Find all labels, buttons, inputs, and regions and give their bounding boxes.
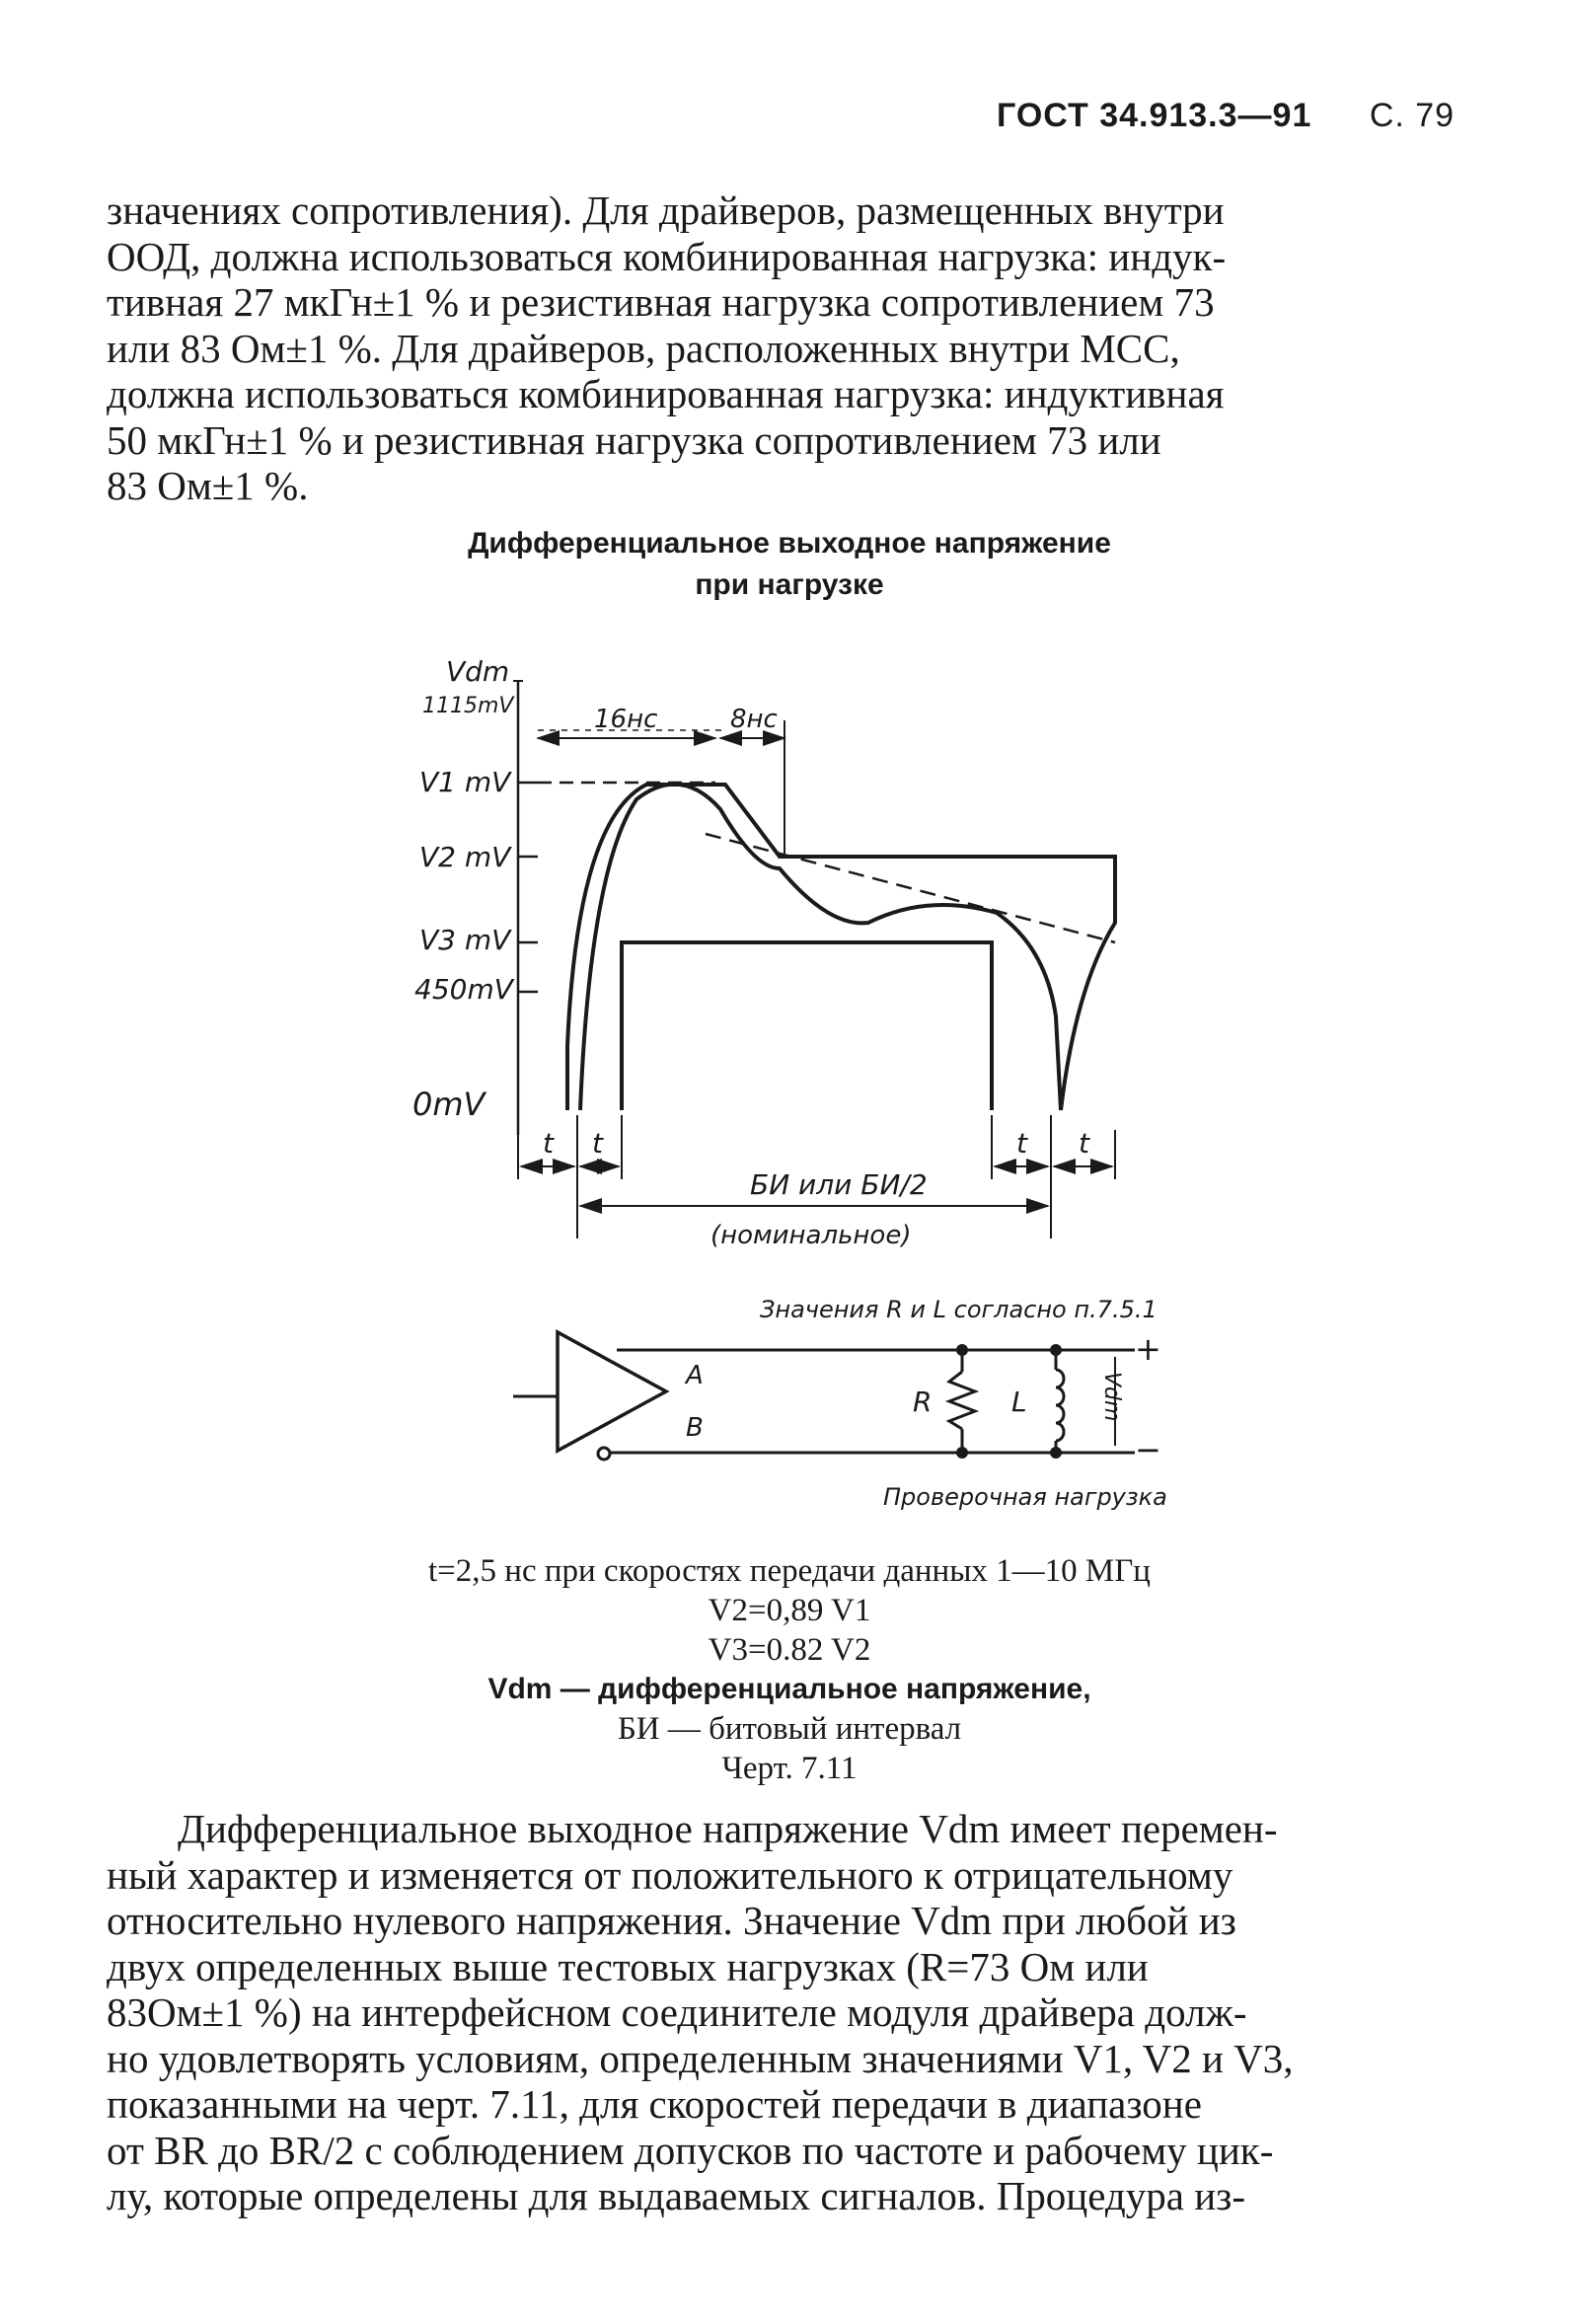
t16-label: 16нс [594,705,658,734]
text-line: от BR до BR/2 с соблюдением допусков по частоте и рабочему цик- [107,2127,1274,2173]
t8-label: 8нс [730,705,778,734]
figure-title-line: Дифференциальное выходное напряжение [468,527,1111,560]
circuit-diagram [0,1273,1569,1530]
text-line: 83 Ом±1 %. [107,463,309,508]
terminal-a-label: A [686,1361,704,1390]
text-line: Дифференциальное выходное напряжение Vdm имеет перемен- [178,1806,1278,1851]
resistor-label: R [913,1386,933,1418]
text-line: 83Ом±1 %) на интерфейсном соединителе модуля драйвера долж- [107,1989,1247,2035]
v3-label: V3 mV [419,924,511,956]
bottom-paragraph [107,1806,1473,2219]
standard-number: ГОСТ 34.913.3—91 [997,97,1312,134]
vmax-label: 1115mV [422,694,514,718]
text-line: тивная 27 мкГн±1 % и резистивная нагрузка сопротивлением 73 [107,279,1215,325]
terminal-b-label: B [686,1413,704,1443]
bit-interval-label: БИ или БИ/2 [750,1168,928,1201]
v1-label: V1 mV [419,766,511,798]
minus-sign: − [1135,1431,1161,1468]
text-line: значениях сопротивления). Для драйверов, размещенных внутри [107,187,1225,233]
legend-line: t=2,5 нс при скоростях передачи данных 1—10 МГц [428,1553,1151,1589]
legend-line: БИ — битовый интервал [617,1711,962,1747]
nominal-label: (номинальное) [710,1221,912,1250]
t-label: t [1079,1127,1089,1160]
text-line: или 83 Ом±1 %. Для драйверов, расположенных внутри МСС, [107,325,1180,371]
text-line: ный характер и изменяется от положительного к отрицательному [107,1851,1233,1898]
figure-legend [296,1551,1283,1788]
t-label: t [1016,1127,1027,1160]
text-line: двух определенных выше тестовых нагрузках (R=73 Ом или [107,1943,1149,1989]
v450-label: 450mV [414,973,513,1006]
inductor-icon [1056,1370,1064,1441]
t-label: t [592,1127,603,1160]
plus-sign: + [1135,1330,1161,1368]
circuit-top-note: Значения R и L согласно п.7.5.1 [760,1296,1158,1323]
circuit-bottom-note: Проверочная нагрузка [883,1483,1167,1511]
vdm-label: Vdm [1099,1372,1124,1422]
text-line: но удовлетворять условиям, определенным значениями V1, V2 и V3, [107,2035,1294,2081]
figure-number: Черт. 7.11 [721,1751,858,1786]
text-line: лу, которые определены для выдаваемых сигналов. Процедура из- [107,2173,1246,2218]
y-axis-title: Vdm [446,655,510,688]
legend-line: V3=0.82 V2 [708,1632,871,1668]
text-line: 50 мкГн±1 % и резистивная нагрузка сопротивлением 73 или [107,416,1161,463]
decay-line [706,834,1115,942]
inductor-label: L [1011,1386,1027,1418]
legend-line: V2=0,89 V1 [708,1593,871,1628]
resistor-icon [949,1372,975,1429]
text-line: ООД, должна использоваться комбинированная нагрузка: индук- [107,233,1227,279]
t-label: t [543,1127,554,1160]
signal-curve [580,785,1061,1110]
text-line: должна использоваться комбинированная нагрузка: индуктивная [107,371,1225,416]
v2-label: V2 mV [419,841,511,873]
page-number: С. 79 [1369,97,1456,134]
figure-title-line: при нагрузке [695,568,884,601]
text-line: относительно нулевого напряжения. Значение Vdm при любой из [107,1898,1236,1943]
text-line: показанными на черт. 7.11, для скоростей передачи в диапазоне [107,2081,1202,2127]
legend-line: Vdm — дифференциальное напряжение, [487,1673,1091,1705]
inner-pulse [622,942,992,1110]
v0-label: 0mV [412,1086,486,1123]
